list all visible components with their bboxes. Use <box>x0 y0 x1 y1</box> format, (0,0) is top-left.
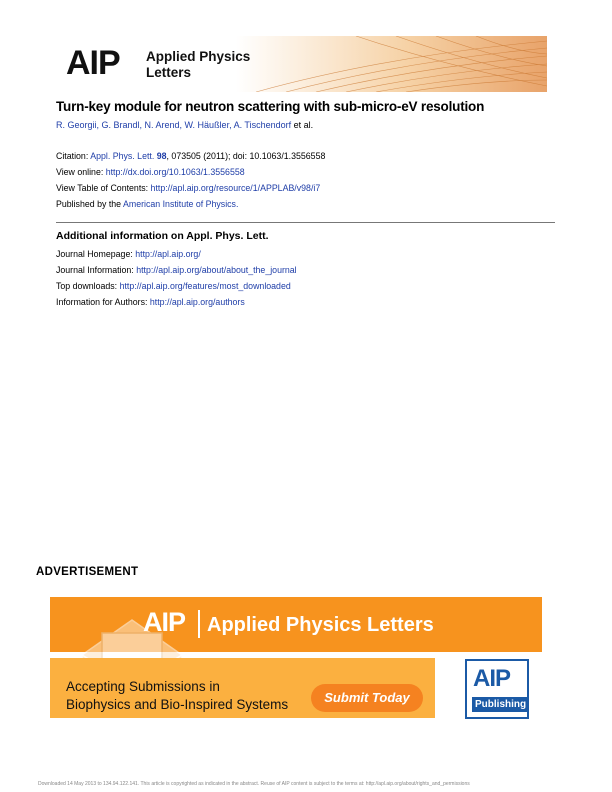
info-line <box>56 281 291 291</box>
journal-homepage-link[interactable]: http://apl.aip.org/ <box>135 249 201 259</box>
authors-info-link[interactable]: http://apl.aip.org/authors <box>149 297 245 307</box>
top-downloads-link[interactable]: http://apl.aip.org/features/most_downloaded <box>119 281 291 291</box>
publisher-link[interactable]: American Institute of Physics. <box>123 199 239 209</box>
citation-line <box>56 151 325 161</box>
article-title: Turn-key module for neutron scattering with sub-micro-eV resolution <box>56 99 485 114</box>
aip-publishing-logo[interactable] <box>465 659 529 719</box>
advertisement-label: ADVERTISEMENT <box>36 566 139 578</box>
info-line <box>56 265 297 275</box>
journal-banner <box>56 36 547 92</box>
journal-name <box>146 49 250 81</box>
citation-volume[interactable]: 98 <box>156 151 167 161</box>
info-label: Information for Authors: <box>56 297 150 307</box>
journal-name-line1: Applied Physics <box>146 49 251 64</box>
journal-name-line2: Letters <box>146 65 192 80</box>
view-online-line <box>56 167 245 177</box>
view-online-label: View online: <box>56 167 106 177</box>
publishing-aip-text: AIP <box>473 665 511 692</box>
additional-info-heading: Additional information on Appl. Phys. Lett. <box>56 230 269 242</box>
info-label: Top downloads: <box>56 281 120 291</box>
info-label: Journal Homepage: <box>56 249 136 259</box>
divider <box>56 222 555 223</box>
published-label: Published by the <box>56 199 124 209</box>
publishing-text: Publishing <box>472 697 529 712</box>
ad-message-line2: Biophysics and Bio-Inspired Systems <box>66 697 289 712</box>
toc-link[interactable]: http://apl.aip.org/resource/1/APPLAB/v98/i7 <box>150 183 321 193</box>
toc-line <box>56 183 320 193</box>
info-line <box>56 249 201 259</box>
info-label: Journal Information: <box>56 265 137 275</box>
download-footer: Downloaded 14 May 2013 to 134.94.122.141. This article is copyrighted as indicated in the abstract. Reuse of AIP content is subject to the terms at: http://apl.aip.org/about/rights_and_permissions <box>38 781 470 787</box>
submit-today-button[interactable]: Submit Today <box>311 684 423 712</box>
info-line <box>56 297 245 307</box>
citation-journal-link[interactable]: Appl. Phys. Lett. <box>90 151 155 161</box>
published-line <box>56 199 238 209</box>
authors-link[interactable]: R. Georgii, G. Brandl, N. Arend, W. Häußler, A. Tischendorf <box>56 120 292 130</box>
citation-rest: , 073505 (2011); doi: 10.1063/1.3556558 <box>166 151 326 161</box>
view-online-link[interactable]: http://dx.doi.org/10.1063/1.3556558 <box>105 167 245 177</box>
ad-aip-logo: AIP <box>143 607 186 637</box>
aip-logo: AIP <box>66 44 120 82</box>
banner-decoration <box>56 36 547 92</box>
journal-information-link[interactable]: http://apl.aip.org/about/about_the_journal <box>136 265 297 275</box>
ad-journal-name: Applied Physics Letters <box>207 614 434 636</box>
toc-label: View Table of Contents: <box>56 183 151 193</box>
advertisement-banner[interactable] <box>50 597 542 729</box>
ad-message-line1: Accepting Submissions in <box>66 679 220 694</box>
ad-separator <box>198 610 200 638</box>
citation-label: Citation: <box>56 151 91 161</box>
authors-suffix: et al. <box>291 120 314 130</box>
article-authors <box>56 120 313 130</box>
ad-message <box>66 678 288 714</box>
